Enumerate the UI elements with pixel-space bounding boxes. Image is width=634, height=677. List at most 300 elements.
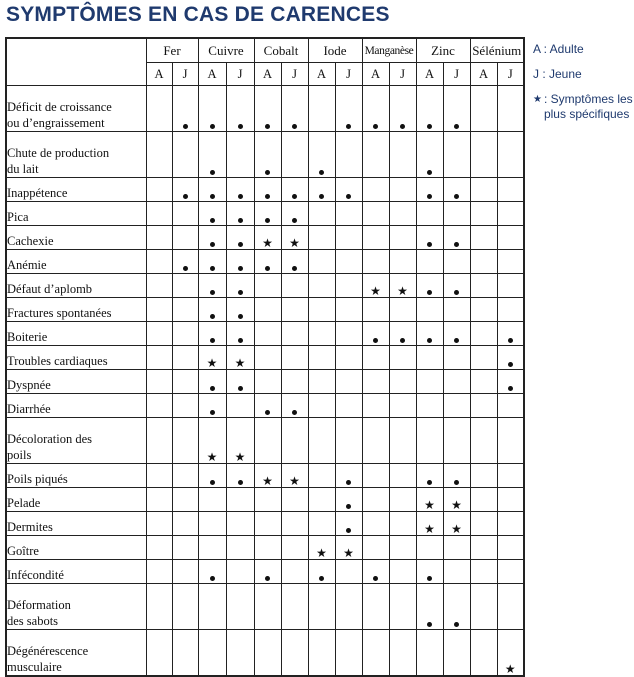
- mark-cell: [226, 630, 254, 676]
- mark-cell: [146, 536, 172, 560]
- dot-mark: [238, 386, 243, 391]
- mark-cell: [362, 250, 389, 274]
- mark-cell: [146, 418, 172, 464]
- dot-mark: [210, 386, 215, 391]
- mark-cell: [281, 202, 308, 226]
- mark-cell: [281, 370, 308, 394]
- mark-cell: [146, 464, 172, 488]
- col-young: J: [335, 63, 362, 86]
- col-young: J: [172, 63, 198, 86]
- dot-mark: [210, 410, 215, 415]
- table-row: [6, 202, 524, 226]
- mark-cell: [172, 370, 198, 394]
- mark-cell: [308, 178, 335, 202]
- mark-cell: [389, 86, 416, 132]
- mark-cell: [146, 202, 172, 226]
- mark-cell: [389, 488, 416, 512]
- mark-cell: [497, 322, 524, 346]
- mark-cell: [443, 178, 470, 202]
- mark-cell: [308, 512, 335, 536]
- mark-cell: [172, 132, 198, 178]
- mark-cell: [198, 322, 226, 346]
- mark-cell: [362, 322, 389, 346]
- dot-mark: [238, 242, 243, 247]
- mark-cell: [226, 370, 254, 394]
- mark-cell: [226, 464, 254, 488]
- mark-cell: [226, 274, 254, 298]
- mark-cell: [416, 584, 443, 630]
- symptom-label: [6, 132, 146, 178]
- mark-cell: [335, 512, 362, 536]
- mark-cell: [443, 346, 470, 370]
- mark-cell: [281, 630, 308, 676]
- col-group-fer: Fer: [146, 38, 198, 63]
- mark-cell: [443, 226, 470, 250]
- mark-cell: [226, 132, 254, 178]
- mark-cell: [254, 178, 281, 202]
- col-adult: A: [254, 63, 281, 86]
- mark-cell: [254, 394, 281, 418]
- legend-specific: [533, 92, 633, 122]
- mark-cell: [443, 394, 470, 418]
- dot-mark: [319, 170, 324, 175]
- symptom-label-line: ou d’engraissement: [7, 116, 105, 130]
- mark-cell: [335, 322, 362, 346]
- star-mark: ★: [504, 661, 516, 676]
- dot-mark: [400, 124, 405, 129]
- mark-cell: [443, 536, 470, 560]
- mark-cell: [470, 322, 497, 346]
- mark-cell: [281, 178, 308, 202]
- symptom-label: [6, 370, 146, 394]
- mark-cell: [281, 346, 308, 370]
- table-row: [6, 132, 524, 178]
- mark-cell: [308, 488, 335, 512]
- table-row: [6, 298, 524, 322]
- symptom-label-line: poils: [7, 448, 32, 462]
- mark-cell: [254, 512, 281, 536]
- mark-cell: [281, 86, 308, 132]
- mark-cell: [416, 346, 443, 370]
- mark-cell: [416, 418, 443, 464]
- mark-cell: [281, 298, 308, 322]
- mark-cell: [443, 322, 470, 346]
- mark-cell: [146, 132, 172, 178]
- mark-cell: [198, 346, 226, 370]
- mark-cell: [389, 274, 416, 298]
- mark-cell: [362, 298, 389, 322]
- table-row: [6, 418, 524, 464]
- mark-cell: [226, 298, 254, 322]
- mark-cell: [389, 322, 416, 346]
- mark-cell: [389, 560, 416, 584]
- legend-specific-text: : Symptômes les plus spécifiques: [543, 92, 633, 121]
- table-row: [6, 512, 524, 536]
- col-young: J: [281, 63, 308, 86]
- mark-cell: [497, 226, 524, 250]
- symptom-label: [6, 274, 146, 298]
- col-group-cuivre: Cuivre: [198, 38, 254, 63]
- dot-mark: [210, 576, 215, 581]
- mark-cell: [389, 464, 416, 488]
- mark-cell: [362, 584, 389, 630]
- mark-cell: [335, 226, 362, 250]
- mark-cell: [416, 560, 443, 584]
- mark-cell: [198, 370, 226, 394]
- star-mark: ★: [234, 450, 246, 464]
- mark-cell: [308, 394, 335, 418]
- mark-cell: [470, 488, 497, 512]
- dot-mark: [292, 266, 297, 271]
- dot-mark: [454, 242, 459, 247]
- symptom-label: [6, 86, 146, 132]
- mark-cell: [226, 178, 254, 202]
- table-row: [6, 250, 524, 274]
- mark-cell: [497, 86, 524, 132]
- mark-cell: [172, 464, 198, 488]
- mark-cell: [362, 346, 389, 370]
- mark-cell: [198, 132, 226, 178]
- star-mark: ★: [262, 236, 273, 250]
- dot-mark: [292, 194, 297, 199]
- mark-cell: [172, 346, 198, 370]
- mark-cell: [389, 250, 416, 274]
- symptom-label: [6, 322, 146, 346]
- mark-cell: [308, 536, 335, 560]
- mark-cell: [416, 630, 443, 676]
- legend: [533, 42, 633, 132]
- mark-cell: [146, 322, 172, 346]
- dot-mark: [508, 338, 513, 343]
- mark-cell: [146, 584, 172, 630]
- mark-cell: [416, 202, 443, 226]
- dot-mark: [427, 338, 432, 343]
- mark-cell: [198, 86, 226, 132]
- mark-cell: [497, 488, 524, 512]
- mark-cell: [416, 178, 443, 202]
- dot-mark: [210, 266, 215, 271]
- dot-mark: [508, 362, 513, 367]
- mark-cell: [335, 630, 362, 676]
- col-young: J: [497, 63, 524, 86]
- col-adult: A: [198, 63, 226, 86]
- mark-cell: [335, 464, 362, 488]
- dot-mark: [210, 480, 215, 485]
- mark-cell: [226, 488, 254, 512]
- table-row: [6, 178, 524, 202]
- dot-mark: [265, 170, 270, 175]
- mark-cell: [146, 370, 172, 394]
- mark-cell: [497, 178, 524, 202]
- mark-cell: [416, 298, 443, 322]
- mark-cell: [389, 226, 416, 250]
- mark-cell: [146, 394, 172, 418]
- mark-cell: [389, 370, 416, 394]
- dot-mark: [238, 290, 243, 295]
- col-group-zinc: Zinc: [416, 38, 470, 63]
- table-row: [6, 370, 524, 394]
- mark-cell: [416, 370, 443, 394]
- mark-cell: [281, 464, 308, 488]
- mark-cell: [362, 512, 389, 536]
- mark-cell: [254, 250, 281, 274]
- mark-cell: [389, 584, 416, 630]
- symptom-label: [6, 488, 146, 512]
- mark-cell: [335, 202, 362, 226]
- mark-cell: [198, 512, 226, 536]
- dot-mark: [238, 480, 243, 485]
- legend-young: J : Jeune: [533, 67, 582, 81]
- mark-cell: [254, 226, 281, 250]
- dot-mark: [319, 194, 324, 199]
- mark-cell: [497, 630, 524, 676]
- table-row: [6, 630, 524, 676]
- mark-cell: [308, 226, 335, 250]
- mark-cell: [146, 298, 172, 322]
- symptom-label-line: Décoloration des: [7, 432, 93, 446]
- dot-mark: [265, 410, 270, 415]
- star-mark: ★: [424, 498, 435, 512]
- dot-mark: [427, 290, 432, 295]
- star-mark: ★: [424, 522, 435, 536]
- mark-cell: [416, 394, 443, 418]
- mark-cell: [254, 464, 281, 488]
- dot-mark: [508, 386, 513, 391]
- mark-cell: [362, 202, 389, 226]
- star-mark: ★: [206, 450, 218, 464]
- symptom-label-line: Inappétence: [7, 186, 68, 200]
- mark-cell: [497, 536, 524, 560]
- mark-cell: [497, 464, 524, 488]
- mark-cell: [416, 250, 443, 274]
- symptom-label-line: Cachexie: [7, 234, 54, 248]
- mark-cell: [443, 464, 470, 488]
- mark-cell: [389, 346, 416, 370]
- mark-cell: [335, 488, 362, 512]
- mark-cell: [470, 394, 497, 418]
- table-row: [6, 346, 524, 370]
- col-young: J: [389, 63, 416, 86]
- mark-cell: [443, 86, 470, 132]
- col-young: J: [226, 63, 254, 86]
- mark-cell: [198, 418, 226, 464]
- mark-cell: [335, 86, 362, 132]
- mark-cell: [362, 132, 389, 178]
- star-mark: ★: [316, 546, 327, 560]
- mark-cell: [443, 630, 470, 676]
- symptom-label-line: des sabots: [7, 614, 59, 628]
- mark-cell: [146, 86, 172, 132]
- mark-cell: [172, 274, 198, 298]
- dot-mark: [265, 124, 270, 129]
- mark-cell: [281, 322, 308, 346]
- table-row: [6, 464, 524, 488]
- mark-cell: [198, 536, 226, 560]
- mark-cell: [172, 418, 198, 464]
- symptom-label-line: Dégénérescence: [7, 643, 89, 658]
- col-adult: A: [362, 63, 389, 86]
- dot-mark: [183, 124, 188, 129]
- symptom-label: [6, 226, 146, 250]
- col-adult: A: [416, 63, 443, 86]
- legend-adult: A : Adulte: [533, 42, 584, 56]
- mark-cell: [416, 464, 443, 488]
- mark-cell: [281, 560, 308, 584]
- mark-cell: [416, 226, 443, 250]
- symptom-label-line: Boiterie: [7, 330, 48, 344]
- mark-cell: [146, 560, 172, 584]
- mark-cell: [470, 536, 497, 560]
- mark-cell: [497, 512, 524, 536]
- table-row: [6, 584, 524, 630]
- mark-cell: [308, 86, 335, 132]
- mark-cell: [226, 86, 254, 132]
- mark-cell: [335, 132, 362, 178]
- mark-cell: [281, 394, 308, 418]
- dot-mark: [346, 124, 351, 129]
- mark-cell: [146, 630, 172, 676]
- mark-cell: [335, 584, 362, 630]
- mark-cell: [308, 202, 335, 226]
- mark-cell: [497, 370, 524, 394]
- symptom-label: [6, 630, 146, 676]
- mark-cell: [362, 274, 389, 298]
- mark-cell: [172, 584, 198, 630]
- star-mark: ★: [206, 356, 218, 370]
- mark-cell: [172, 394, 198, 418]
- mark-cell: [198, 394, 226, 418]
- mark-cell: [470, 298, 497, 322]
- mark-cell: [226, 418, 254, 464]
- mark-cell: [254, 536, 281, 560]
- mark-cell: [416, 86, 443, 132]
- mark-cell: [389, 298, 416, 322]
- mark-cell: [254, 298, 281, 322]
- mark-cell: [308, 250, 335, 274]
- dot-mark: [373, 124, 378, 129]
- mark-cell: [281, 132, 308, 178]
- mark-cell: [254, 202, 281, 226]
- mark-cell: [198, 226, 226, 250]
- mark-cell: [470, 630, 497, 676]
- mark-cell: [281, 512, 308, 536]
- dot-mark: [427, 622, 432, 627]
- mark-cell: [308, 370, 335, 394]
- mark-cell: [308, 630, 335, 676]
- dot-mark: [454, 622, 459, 627]
- mark-cell: [416, 488, 443, 512]
- mark-cell: [198, 274, 226, 298]
- mark-cell: [172, 86, 198, 132]
- dot-mark: [210, 170, 215, 175]
- mark-cell: [198, 584, 226, 630]
- symptom-label: [6, 394, 146, 418]
- mark-cell: [497, 132, 524, 178]
- table-body: [6, 86, 524, 676]
- symptom-label-line: Déficit de croissance: [7, 100, 112, 114]
- mark-cell: [254, 488, 281, 512]
- mark-cell: [172, 512, 198, 536]
- mark-cell: [226, 250, 254, 274]
- symptom-label-line: du lait: [7, 162, 39, 176]
- dot-mark: [238, 124, 243, 129]
- symptom-label: [6, 298, 146, 322]
- mark-cell: [443, 274, 470, 298]
- symptom-label: [6, 464, 146, 488]
- star-mark: ★: [397, 284, 408, 298]
- mark-cell: [281, 226, 308, 250]
- deficiency-symptom-table: [5, 37, 525, 677]
- mark-cell: [335, 298, 362, 322]
- mark-cell: [443, 584, 470, 630]
- dot-mark: [183, 266, 188, 271]
- mark-cell: [281, 536, 308, 560]
- mark-cell: [281, 418, 308, 464]
- mark-cell: [470, 560, 497, 584]
- symptom-label: [6, 584, 146, 630]
- mark-cell: [198, 488, 226, 512]
- dot-mark: [265, 218, 270, 223]
- symptom-label-line: Dyspnée: [7, 378, 51, 392]
- mark-cell: [389, 630, 416, 676]
- symptom-label: [6, 346, 146, 370]
- mark-cell: [308, 584, 335, 630]
- mark-cell: [146, 178, 172, 202]
- table-row: [6, 226, 524, 250]
- symptom-label: [6, 202, 146, 226]
- mark-cell: [226, 322, 254, 346]
- mark-cell: [308, 298, 335, 322]
- star-mark: ★: [451, 522, 462, 536]
- mark-cell: [470, 226, 497, 250]
- dot-mark: [210, 194, 215, 199]
- mark-cell: [362, 560, 389, 584]
- symptom-label-line: Défaut d’aplomb: [7, 282, 93, 296]
- dot-mark: [265, 576, 270, 581]
- symptom-label-line: Infécondité: [7, 568, 64, 582]
- symptom-label-line: Goître: [7, 544, 39, 558]
- star-mark: ★: [262, 474, 273, 488]
- mark-cell: [146, 274, 172, 298]
- dot-mark: [454, 194, 459, 199]
- mark-cell: [172, 298, 198, 322]
- mark-cell: [497, 346, 524, 370]
- mark-cell: [308, 418, 335, 464]
- dot-mark: [183, 194, 188, 199]
- mark-cell: [362, 464, 389, 488]
- col-group-selenium: Sélénium: [470, 38, 524, 63]
- dot-mark: [210, 314, 215, 319]
- mark-cell: [389, 132, 416, 178]
- mark-cell: [470, 464, 497, 488]
- mark-cell: [389, 512, 416, 536]
- mark-cell: [362, 226, 389, 250]
- dot-mark: [346, 528, 351, 533]
- dot-mark: [373, 338, 378, 343]
- star-mark: ★: [234, 356, 246, 370]
- mark-cell: [281, 250, 308, 274]
- mark-cell: [470, 346, 497, 370]
- mark-cell: [146, 226, 172, 250]
- dot-mark: [427, 170, 432, 175]
- mark-cell: [443, 512, 470, 536]
- symptom-label: [6, 512, 146, 536]
- mark-cell: [389, 394, 416, 418]
- mark-cell: [172, 202, 198, 226]
- star-mark: ★: [289, 474, 300, 488]
- col-group-manganese: Manganèse: [362, 38, 416, 63]
- star-mark: ★: [289, 236, 300, 250]
